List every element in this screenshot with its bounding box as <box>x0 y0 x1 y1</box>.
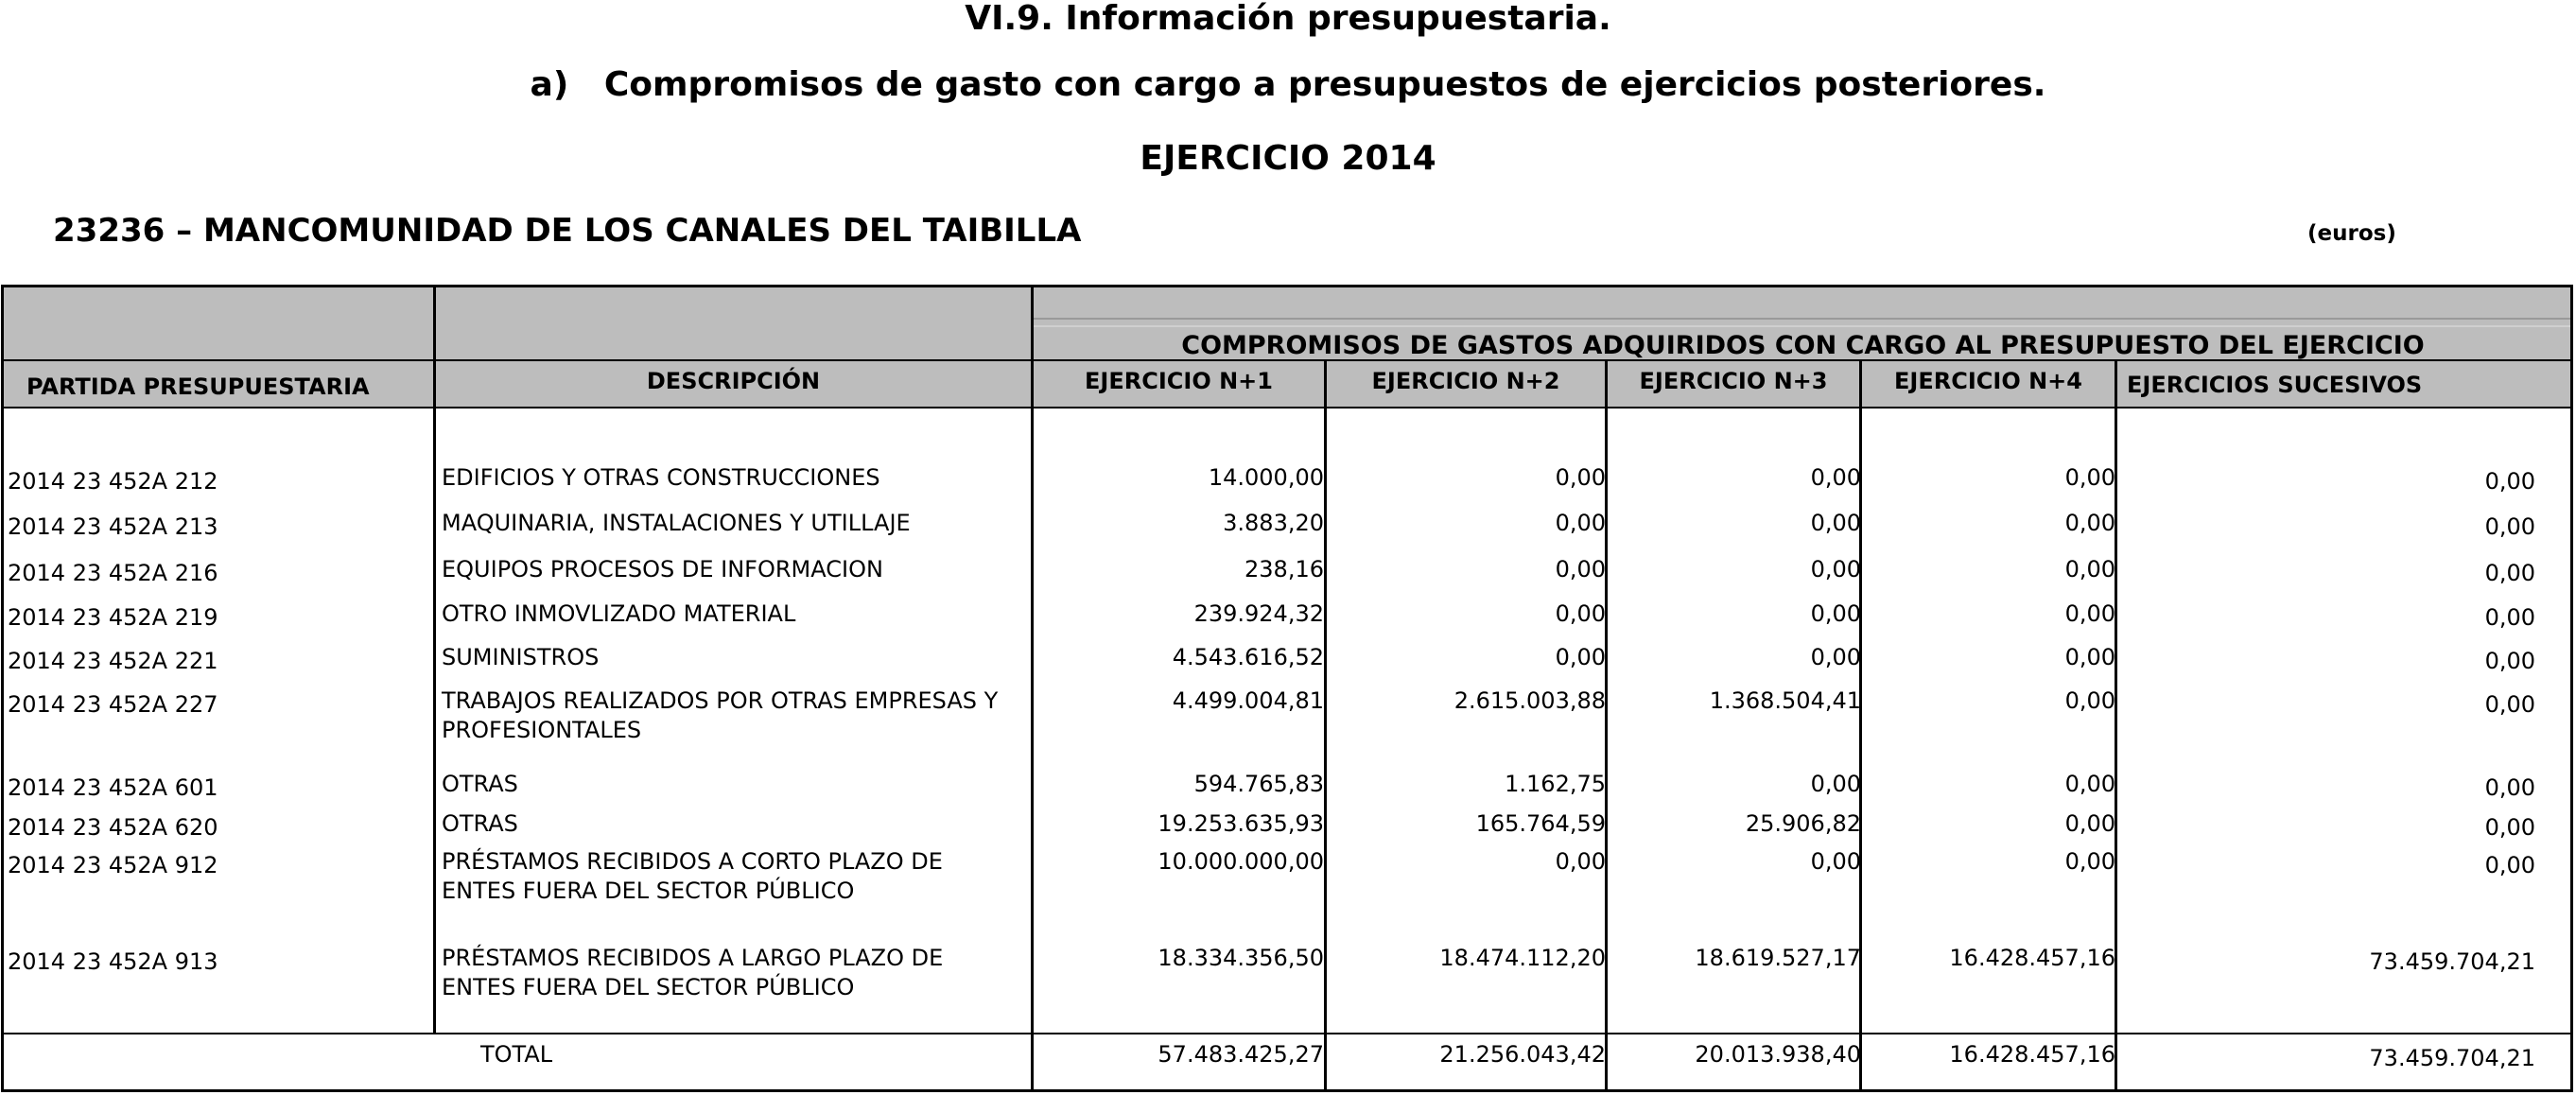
cell-n3: 25.906,82 <box>1745 810 1861 837</box>
cell-n2: 0,00 <box>1555 556 1606 582</box>
cell-n4: 0,00 <box>2064 556 2115 582</box>
cell-n4: 0,00 <box>2064 644 2115 670</box>
cell-n2: 0,00 <box>1555 644 1606 670</box>
total-n2: 21.256.043,42 <box>1439 1041 1606 1068</box>
header-rule <box>1034 325 2570 327</box>
units-label: (euros) <box>2307 221 2396 246</box>
cell-n1: 239.924,32 <box>1193 600 1324 627</box>
cell-sucesivos: 73.459.704,21 <box>2369 948 2535 975</box>
header-divider <box>1 359 436 361</box>
cell-n3: 0,00 <box>1810 848 1861 875</box>
cell-descripcion: EDIFICIOS Y OTRAS CONSTRUCCIONES <box>442 464 880 491</box>
header-rule <box>1034 318 2570 320</box>
cell-descripcion: SUMINISTROS <box>442 644 600 670</box>
total-label: TOTAL <box>480 1041 553 1068</box>
total-line <box>1 1033 2573 1034</box>
cell-sucesivos: 0,00 <box>2484 648 2535 674</box>
col-header-descripcion: DESCRIPCIÓN <box>646 368 821 394</box>
cell-n1: 19.253.635,93 <box>1157 810 1324 837</box>
column-divider <box>1031 285 1034 1092</box>
subtitle-marker: a) <box>530 65 569 104</box>
cell-n1: 18.334.356,50 <box>1157 945 1324 971</box>
cell-n1: 14.000,00 <box>1208 464 1324 491</box>
cell-n1: 10.000.000,00 <box>1157 848 1324 875</box>
cell-n4: 0,00 <box>2064 464 2115 491</box>
cell-n1: 4.543.616,52 <box>1172 644 1324 670</box>
col-header-n2: EJERCICIO N+2 <box>1371 368 1560 394</box>
cell-partida: 2014 23 452A 227 <box>8 691 218 718</box>
cell-n3: 0,00 <box>1810 510 1861 536</box>
cell-n2: 165.764,59 <box>1475 810 1606 837</box>
cell-n3: 1.368.504,41 <box>1709 687 1861 714</box>
col-header-partida: PARTIDA PRESUPUESTARIA <box>26 374 370 400</box>
header-divider <box>436 359 1034 361</box>
total-n1: 57.483.425,27 <box>1157 1041 1324 1068</box>
column-divider <box>433 285 436 1034</box>
cell-descripcion: OTRAS <box>442 810 518 837</box>
cell-descripcion: OTRO INMOVLIZADO MATERIAL <box>442 600 796 627</box>
total-sucesivos: 73.459.704,21 <box>2369 1045 2535 1071</box>
cell-partida: 2014 23 452A 219 <box>8 604 218 631</box>
exercise-heading: EJERCICIO 2014 <box>1140 139 1436 178</box>
document-title: VI.9. Información presupuestaria. <box>965 0 1611 38</box>
cell-n1: 594.765,83 <box>1193 771 1324 797</box>
cell-n4: 0,00 <box>2064 687 2115 714</box>
cell-n2: 0,00 <box>1555 600 1606 627</box>
cell-n4: 0,00 <box>2064 848 2115 875</box>
col-header-n3: EJERCICIO N+3 <box>1639 368 1828 394</box>
cell-partida: 2014 23 452A 216 <box>8 560 218 586</box>
col-header-sucesivos: EJERCICIOS SUCESIVOS <box>2127 372 2423 398</box>
cell-partida: 2014 23 452A 221 <box>8 648 218 674</box>
cell-sucesivos: 0,00 <box>2484 468 2535 495</box>
cell-partida: 2014 23 452A 212 <box>8 468 218 495</box>
cell-descripcion: PRÉSTAMOS RECIBIDOS A LARGO PLAZO DE ENTES FUERA DEL SECTOR PÚBLICO <box>442 945 944 1000</box>
cell-sucesivos: 0,00 <box>2484 560 2535 586</box>
cell-descripcion: PRÉSTAMOS RECIBIDOS A CORTO PLAZO DE ENTES FUERA DEL SECTOR PÚBLICO <box>442 848 943 904</box>
cell-n4: 0,00 <box>2064 810 2115 837</box>
cell-n2: 18.474.112,20 <box>1439 945 1606 971</box>
cell-n4: 0,00 <box>2064 510 2115 536</box>
cell-descripcion: EQUIPOS PROCESOS DE INFORMACION <box>442 556 883 582</box>
document-subtitle <box>0 64 2576 106</box>
subtitle-text: Compromisos de gasto con cargo a presupuestos de ejercicios posteriores. <box>603 65 2046 104</box>
total-n4: 16.428.457,16 <box>1949 1041 2115 1068</box>
cell-n1: 4.499.004,81 <box>1172 687 1324 714</box>
cell-sucesivos: 0,00 <box>2484 604 2535 631</box>
cell-n4: 0,00 <box>2064 771 2115 797</box>
cell-n3: 18.619.527,17 <box>1695 945 1861 971</box>
cell-n2: 2.615.003,88 <box>1453 687 1606 714</box>
cell-partida: 2014 23 452A 620 <box>8 814 218 841</box>
column-divider <box>1324 359 1327 1092</box>
cell-n1: 238,16 <box>1244 556 1324 582</box>
col-header-n1: EJERCICIO N+1 <box>1085 368 1273 394</box>
cell-partida: 2014 23 452A 601 <box>8 774 218 801</box>
cell-sucesivos: 0,00 <box>2484 774 2535 801</box>
cell-sucesivos: 0,00 <box>2484 691 2535 718</box>
cell-n3: 0,00 <box>1810 771 1861 797</box>
cell-partida: 2014 23 452A 913 <box>8 948 218 975</box>
cell-n3: 0,00 <box>1810 556 1861 582</box>
cell-n1: 3.883,20 <box>1223 510 1324 536</box>
cell-descripcion: MAQUINARIA, INSTALACIONES Y UTILLAJE <box>442 510 911 536</box>
cell-n4: 0,00 <box>2064 600 2115 627</box>
cell-n2: 0,00 <box>1555 464 1606 491</box>
entity-heading: 23236 – MANCOMUNIDAD DE LOS CANALES DEL TAIBILLA <box>53 212 1082 250</box>
cell-n3: 0,00 <box>1810 464 1861 491</box>
total-n3: 20.013.938,40 <box>1695 1041 1861 1068</box>
cell-n2: 0,00 <box>1555 510 1606 536</box>
cell-n3: 0,00 <box>1810 644 1861 670</box>
cell-partida: 2014 23 452A 912 <box>8 852 218 878</box>
cell-sucesivos: 0,00 <box>2484 852 2535 878</box>
group-header: COMPROMISOS DE GASTOS ADQUIRIDOS CON CARGO AL PRESUPUESTO DEL EJERCICIO <box>1181 331 2425 360</box>
cell-partida: 2014 23 452A 213 <box>8 513 218 540</box>
cell-sucesivos: 0,00 <box>2484 513 2535 540</box>
cell-descripcion: OTRAS <box>442 771 518 797</box>
header-bottom-line <box>1 407 2573 408</box>
cell-sucesivos: 0,00 <box>2484 814 2535 841</box>
col-header-n4: EJERCICIO N+4 <box>1894 368 2082 394</box>
cell-n2: 0,00 <box>1555 848 1606 875</box>
cell-descripcion: TRABAJOS REALIZADOS POR OTRAS EMPRESAS Y PROFESIONTALES <box>442 687 999 743</box>
cell-n3: 0,00 <box>1810 600 1861 627</box>
cell-n4: 16.428.457,16 <box>1949 945 2115 971</box>
cell-n2: 1.162,75 <box>1505 771 1606 797</box>
